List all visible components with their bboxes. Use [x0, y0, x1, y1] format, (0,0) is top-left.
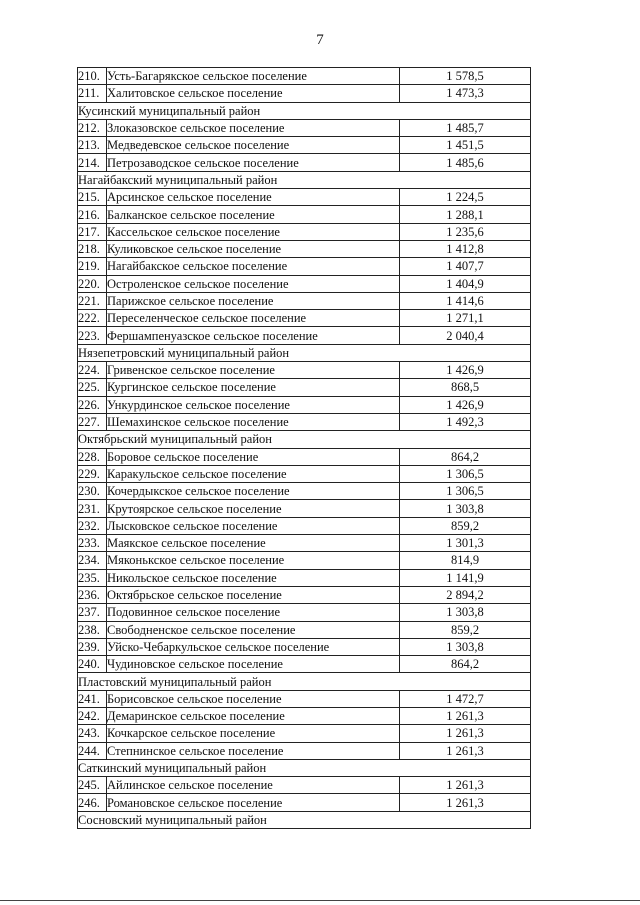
settlement-value: 1 485,6 — [400, 154, 531, 171]
district-name: Нязепетровский муниципальный район — [78, 344, 531, 361]
settlement-name: Переселенческое сельское поселение — [107, 310, 400, 327]
settlement-value: 1 404,9 — [400, 275, 531, 292]
district-row — [78, 673, 531, 690]
row-number: 236. — [78, 586, 107, 603]
settlement-name: Уйско-Чебаркульское сельское поселение — [107, 638, 400, 655]
row-number: 244. — [78, 742, 107, 759]
settlement-name: Куликовское сельское поселение — [107, 240, 400, 257]
table-row — [78, 725, 531, 742]
table-row — [78, 552, 531, 569]
settlement-value: 1 261,3 — [400, 725, 531, 742]
table-row — [78, 690, 531, 707]
settlement-value: 2 894,2 — [400, 586, 531, 603]
row-number: 224. — [78, 362, 107, 379]
row-number: 216. — [78, 206, 107, 223]
settlement-value: 1 288,1 — [400, 206, 531, 223]
row-number: 212. — [78, 119, 107, 136]
district-name: Нагайбакский муниципальный район — [78, 171, 531, 188]
settlement-name: Свободненское сельское поселение — [107, 621, 400, 638]
table-row — [78, 621, 531, 638]
row-number: 246. — [78, 794, 107, 811]
row-number: 210. — [78, 68, 107, 85]
table-row — [78, 379, 531, 396]
settlement-value: 1 303,8 — [400, 604, 531, 621]
settlement-value: 1 426,9 — [400, 396, 531, 413]
settlement-value: 1 235,6 — [400, 223, 531, 240]
settlement-value: 864,2 — [400, 448, 531, 465]
row-number: 243. — [78, 725, 107, 742]
district-name: Кусинский муниципальный район — [78, 102, 531, 119]
settlement-name: Боровое сельское поселение — [107, 448, 400, 465]
row-number: 233. — [78, 535, 107, 552]
settlement-value: 1 578,5 — [400, 68, 531, 85]
row-number: 221. — [78, 292, 107, 309]
table-row — [78, 586, 531, 603]
table-row — [78, 275, 531, 292]
settlement-name: Халитовское сельское поселение — [107, 85, 400, 102]
table-body — [78, 68, 531, 829]
row-number: 219. — [78, 258, 107, 275]
table-row — [78, 396, 531, 413]
settlement-name: Борисовское сельское поселение — [107, 690, 400, 707]
settlement-value: 1 473,3 — [400, 85, 531, 102]
district-row — [78, 102, 531, 119]
row-number: 226. — [78, 396, 107, 413]
row-number: 214. — [78, 154, 107, 171]
table-row — [78, 327, 531, 344]
settlement-value: 1 261,3 — [400, 707, 531, 724]
settlement-name: Парижское сельское поселение — [107, 292, 400, 309]
district-row — [78, 171, 531, 188]
settlement-name: Ункурдинское сельское поселение — [107, 396, 400, 413]
settlement-value: 1 303,8 — [400, 500, 531, 517]
row-number: 239. — [78, 638, 107, 655]
table-row — [78, 137, 531, 154]
page-number: 7 — [316, 32, 324, 48]
settlement-name: Кургинское сельское поселение — [107, 379, 400, 396]
district-name: Сосновский муниципальный район — [78, 811, 531, 828]
table-row — [78, 413, 531, 430]
table-row — [78, 535, 531, 552]
settlement-name: Октябрьское сельское поселение — [107, 586, 400, 603]
district-row — [78, 759, 531, 776]
settlement-name: Медведевское сельское поселение — [107, 137, 400, 154]
table-row — [78, 448, 531, 465]
settlement-value: 1 414,6 — [400, 292, 531, 309]
row-number: 240. — [78, 656, 107, 673]
table-row — [78, 85, 531, 102]
table-row — [78, 206, 531, 223]
settlement-name: Никольское сельское поселение — [107, 569, 400, 586]
settlement-name: Фершампенуазское сельское поселение — [107, 327, 400, 344]
settlement-value: 1 492,3 — [400, 413, 531, 430]
row-number: 235. — [78, 569, 107, 586]
row-number: 245. — [78, 777, 107, 794]
row-number: 218. — [78, 240, 107, 257]
table-row — [78, 465, 531, 482]
table-row — [78, 119, 531, 136]
settlement-name: Лысковское сельское поселение — [107, 517, 400, 534]
settlement-name: Нагайбакское сельское поселение — [107, 258, 400, 275]
settlement-value: 859,2 — [400, 621, 531, 638]
settlement-name: Шемахинское сельское поселение — [107, 413, 400, 430]
settlement-name: Петрозаводское сельское поселение — [107, 154, 400, 171]
settlement-value: 1 472,7 — [400, 690, 531, 707]
district-name: Саткинский муниципальный район — [78, 759, 531, 776]
settlement-name: Айлинское сельское поселение — [107, 777, 400, 794]
settlement-value: 1 261,3 — [400, 794, 531, 811]
settlement-name: Романовское сельское поселение — [107, 794, 400, 811]
settlement-name: Крутоярское сельское поселение — [107, 500, 400, 517]
row-number: 238. — [78, 621, 107, 638]
settlement-value: 1 141,9 — [400, 569, 531, 586]
settlement-value: 1 301,3 — [400, 535, 531, 552]
row-number: 242. — [78, 707, 107, 724]
table-row — [78, 483, 531, 500]
row-number: 237. — [78, 604, 107, 621]
table-row — [78, 638, 531, 655]
settlement-value: 1 407,7 — [400, 258, 531, 275]
settlement-name: Маякское сельское поселение — [107, 535, 400, 552]
row-number: 231. — [78, 500, 107, 517]
settlement-name: Кочердыкское сельское поселение — [107, 483, 400, 500]
settlement-value: 859,2 — [400, 517, 531, 534]
settlement-name: Мяконькское сельское поселение — [107, 552, 400, 569]
settlement-value: 1 306,5 — [400, 465, 531, 482]
settlement-name: Остроленское сельское поселение — [107, 275, 400, 292]
settlement-value: 1 306,5 — [400, 483, 531, 500]
district-name: Октябрьский муниципальный район — [78, 431, 531, 448]
settlement-name: Гривенское сельское поселение — [107, 362, 400, 379]
settlement-name: Кочкарское сельское поселение — [107, 725, 400, 742]
settlement-name: Степнинское сельское поселение — [107, 742, 400, 759]
row-number: 213. — [78, 137, 107, 154]
settlement-value: 1 303,8 — [400, 638, 531, 655]
table-row — [78, 707, 531, 724]
table-row — [78, 777, 531, 794]
settlement-value: 868,5 — [400, 379, 531, 396]
settlement-name: Чудиновское сельское поселение — [107, 656, 400, 673]
row-number: 234. — [78, 552, 107, 569]
row-number: 211. — [78, 85, 107, 102]
settlement-name: Балканское сельское поселение — [107, 206, 400, 223]
district-name: Пластовский муниципальный район — [78, 673, 531, 690]
settlement-name: Злоказовское сельское поселение — [107, 119, 400, 136]
settlement-value: 1 224,5 — [400, 189, 531, 206]
table-row — [78, 292, 531, 309]
row-number: 230. — [78, 483, 107, 500]
row-number: 232. — [78, 517, 107, 534]
table-row — [78, 362, 531, 379]
row-number: 228. — [78, 448, 107, 465]
settlement-value: 1 485,7 — [400, 119, 531, 136]
table-row — [78, 223, 531, 240]
settlement-value: 814,9 — [400, 552, 531, 569]
settlement-value: 1 412,8 — [400, 240, 531, 257]
row-number: 225. — [78, 379, 107, 396]
settlement-value: 1 261,3 — [400, 742, 531, 759]
settlement-name: Подовинное сельское поселение — [107, 604, 400, 621]
row-number: 229. — [78, 465, 107, 482]
row-number: 220. — [78, 275, 107, 292]
row-number: 227. — [78, 413, 107, 430]
page-bottom-rule — [0, 900, 640, 901]
table-row — [78, 189, 531, 206]
table-row — [78, 656, 531, 673]
district-row — [78, 344, 531, 361]
district-row — [78, 811, 531, 828]
table-row — [78, 240, 531, 257]
table-row — [78, 794, 531, 811]
table-row — [78, 154, 531, 171]
settlement-name: Усть-Багарякское сельское поселение — [107, 68, 400, 85]
settlement-value: 1 451,5 — [400, 137, 531, 154]
table-row — [78, 742, 531, 759]
settlement-name: Арсинское сельское поселение — [107, 189, 400, 206]
settlement-value: 1 271,1 — [400, 310, 531, 327]
district-row — [78, 431, 531, 448]
table-row — [78, 310, 531, 327]
settlement-value: 864,2 — [400, 656, 531, 673]
table-row — [78, 517, 531, 534]
row-number: 217. — [78, 223, 107, 240]
settlement-value: 2 040,4 — [400, 327, 531, 344]
row-number: 222. — [78, 310, 107, 327]
row-number: 223. — [78, 327, 107, 344]
settlement-value: 1 426,9 — [400, 362, 531, 379]
row-number: 241. — [78, 690, 107, 707]
settlements-table — [77, 67, 531, 829]
table-row — [78, 569, 531, 586]
table-row — [78, 258, 531, 275]
settlement-name: Демаринское сельское поселение — [107, 707, 400, 724]
row-number: 215. — [78, 189, 107, 206]
table-row — [78, 604, 531, 621]
table-row — [78, 500, 531, 517]
table-row — [78, 68, 531, 85]
settlement-name: Кассельское сельское поселение — [107, 223, 400, 240]
settlement-value: 1 261,3 — [400, 777, 531, 794]
settlement-name: Каракульское сельское поселение — [107, 465, 400, 482]
